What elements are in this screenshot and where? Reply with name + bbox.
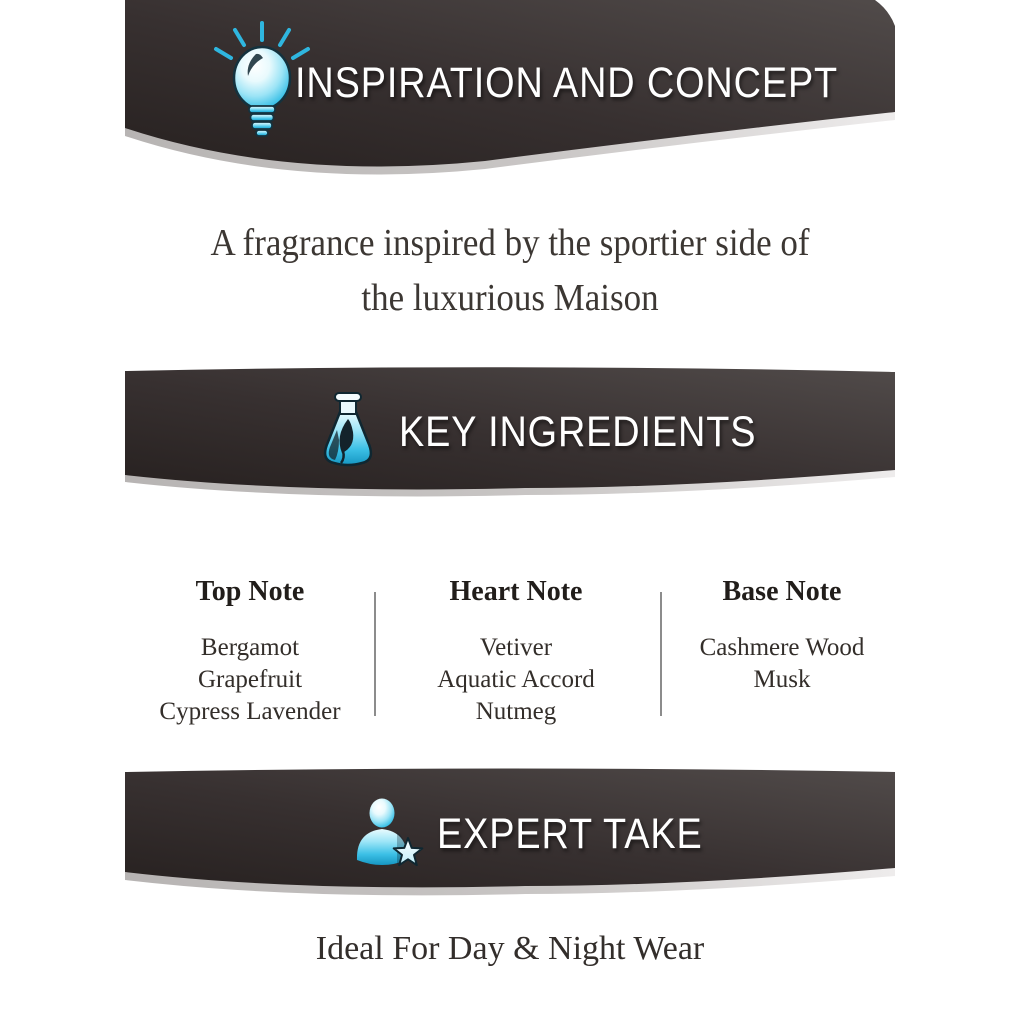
- note-item: Vetiver: [479, 634, 553, 661]
- note-item: Musk: [753, 666, 811, 693]
- inspiration-banner: [125, 0, 895, 185]
- inspiration-body-line2: the luxurious Maison: [361, 277, 659, 319]
- note-item: Grapefruit: [197, 666, 303, 693]
- base-note-header: Base Note: [722, 576, 842, 607]
- expert-banner: [125, 760, 895, 910]
- notes-section: [125, 570, 895, 740]
- inspiration-title: INSPIRATION AND CONCEPT: [295, 59, 839, 107]
- content-column: [125, 0, 895, 1024]
- inspiration-body: [156, 216, 864, 326]
- ingredients-banner: [125, 360, 895, 510]
- inspiration-body-line1: A fragrance inspired by the sportier side of: [210, 222, 810, 264]
- note-item: Bergamot: [200, 634, 300, 661]
- note-item: Aquatic Accord: [437, 666, 595, 693]
- person-star-icon: [353, 798, 429, 872]
- heart-note-header: Heart Note: [449, 576, 583, 607]
- column-divider: [374, 592, 376, 716]
- note-item: Cashmere Wood: [699, 634, 865, 661]
- top-note-column: [125, 570, 375, 728]
- expert-body: Ideal For Day & Night Wear: [315, 930, 705, 967]
- base-note-column: [657, 570, 907, 696]
- flask-icon: [317, 392, 379, 468]
- note-item: Cypress Lavender: [159, 698, 341, 725]
- note-item: Nutmeg: [475, 698, 557, 725]
- top-note-header: Top Note: [195, 576, 305, 607]
- ingredients-title: KEY INGREDIENTS: [399, 408, 757, 456]
- heart-note-column: [391, 570, 641, 728]
- expert-title: EXPERT TAKE: [437, 810, 703, 858]
